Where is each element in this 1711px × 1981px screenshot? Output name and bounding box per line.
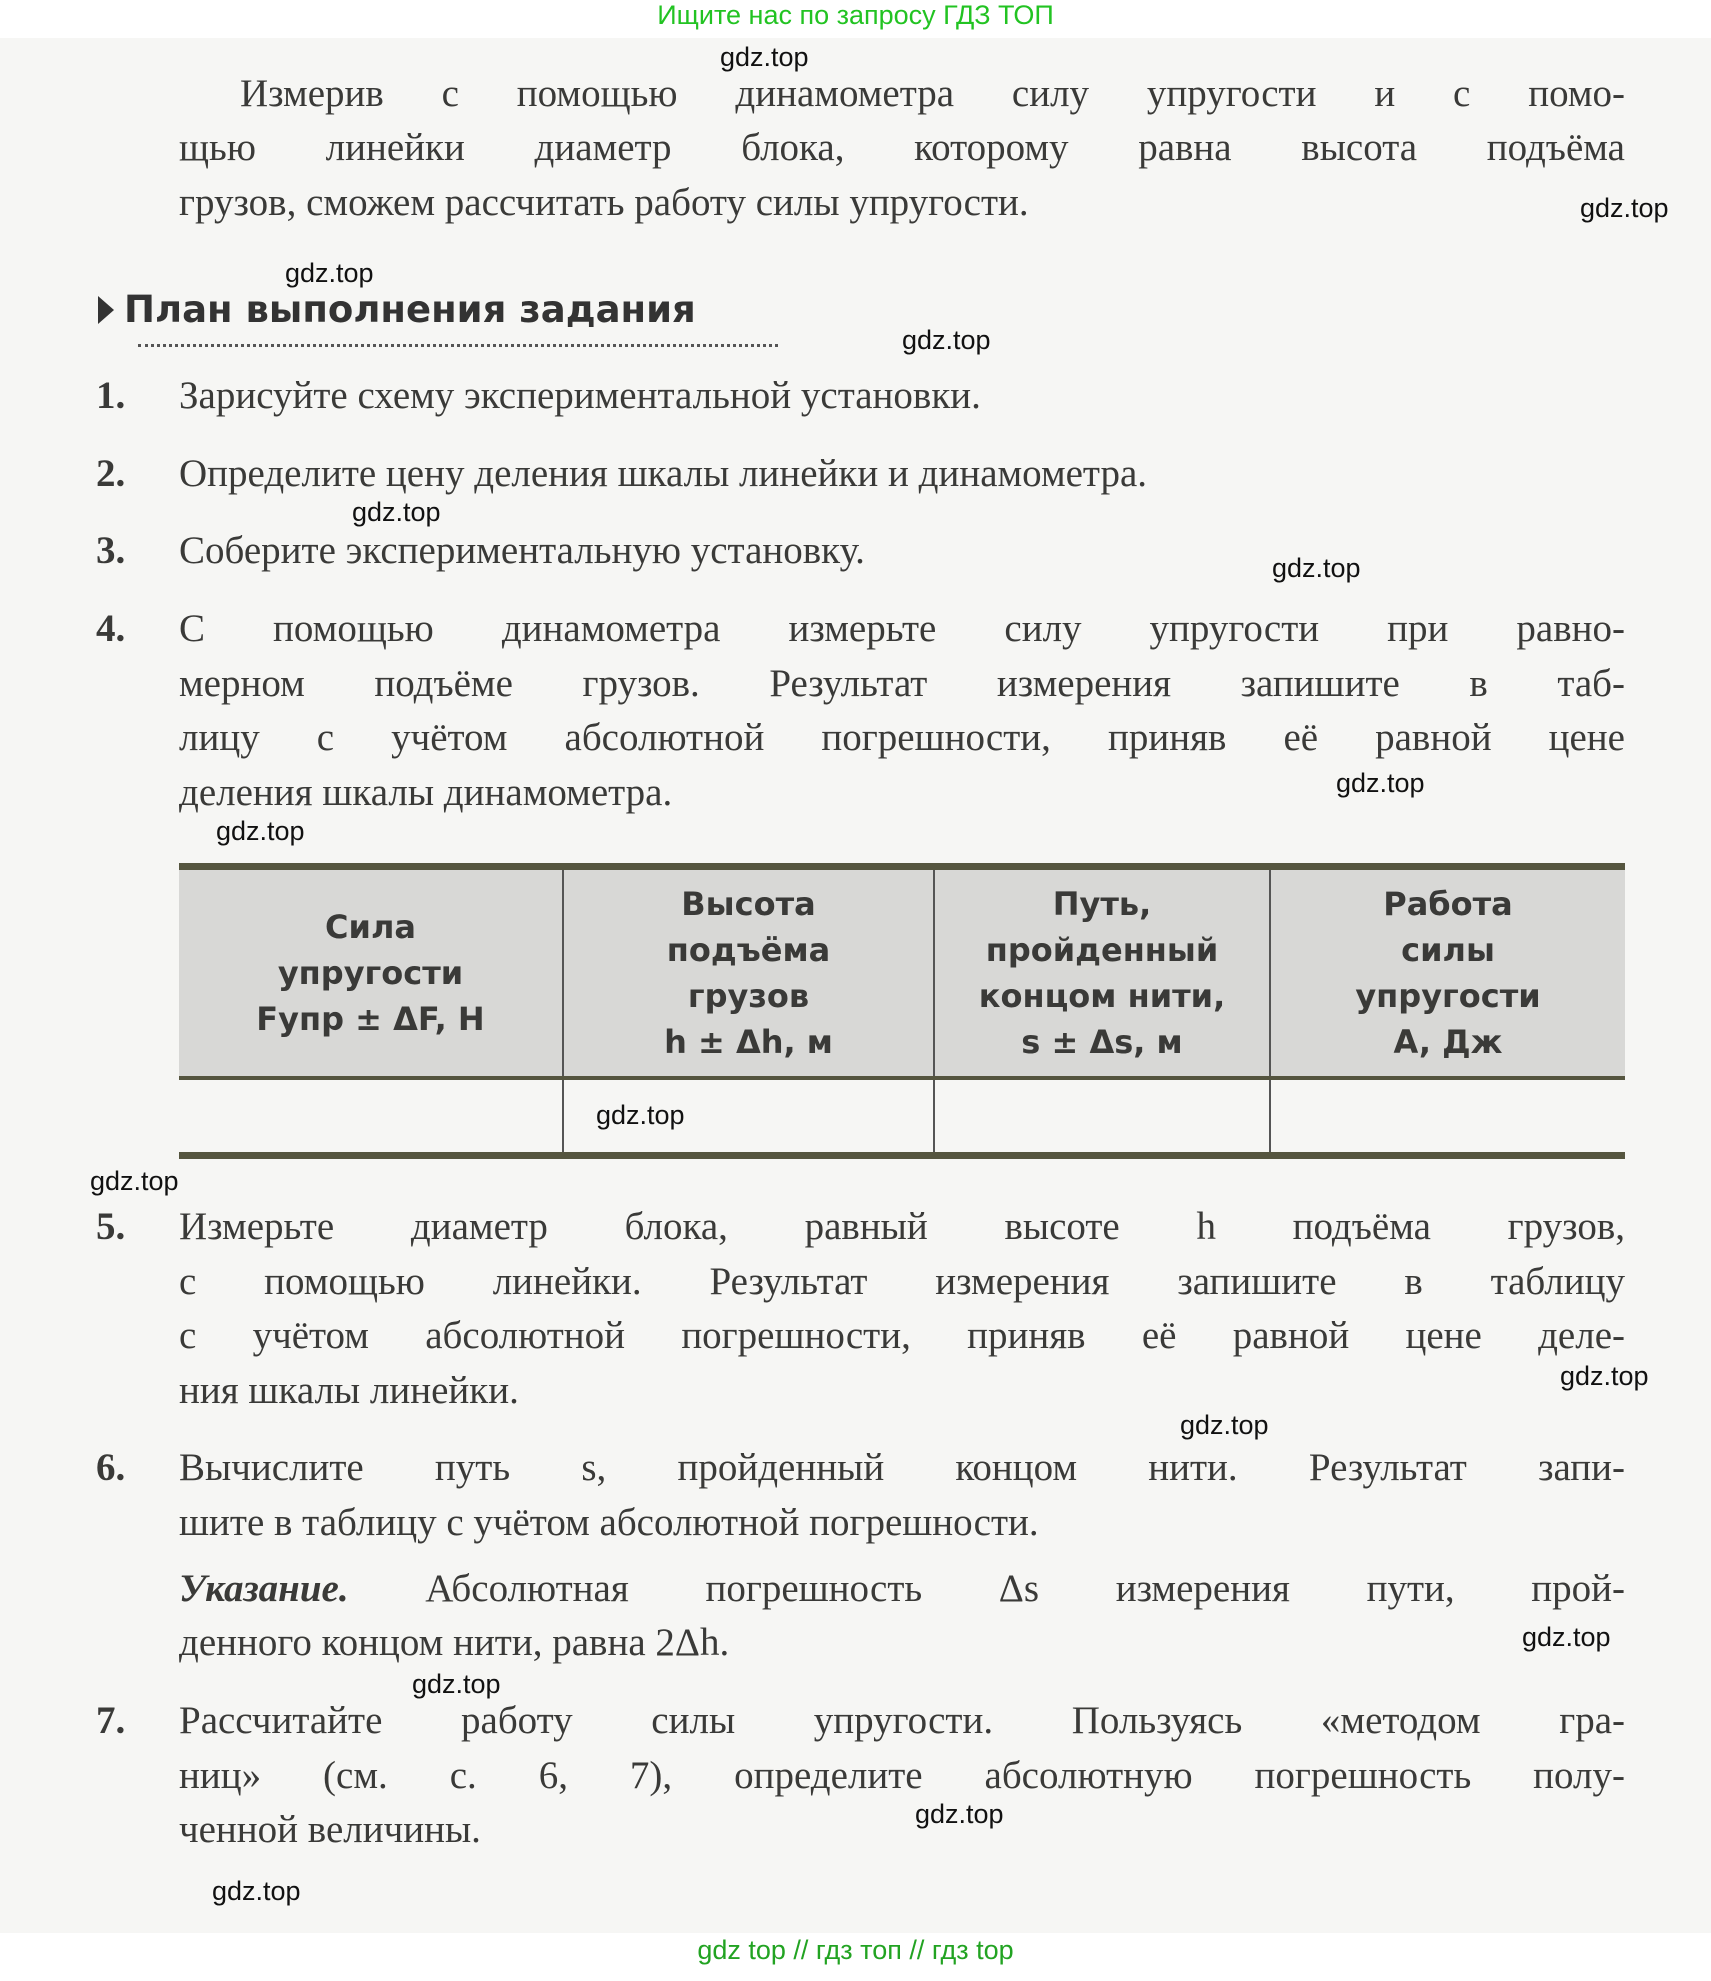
table-row [179,1078,1625,1156]
watermark-text: gdz.top [915,1799,1004,1829]
header-work: Работа силы упругости A, Дж [1270,867,1625,1079]
intro-line: щью линейки диаметр блока, которому равна высота подъёма [179,126,1625,169]
watermark-text: gdz.top [285,258,374,288]
step-line: с учётом абсолютной погрешности, приняв её равной цене деле- [179,1314,1625,1357]
watermark-text: gdz.top [216,816,305,846]
hint-label: Указание. [179,1567,349,1610]
step-line: деления шкалы динамометра. [179,771,673,814]
watermark-text: gdz.top [902,325,991,355]
force-formula-text: Fупр ± ΔF, Н [256,1000,485,1038]
step-line: ченной величины. [179,1808,481,1851]
header-path: Путь, пройденный концом нити, s ± Δs, м [934,867,1270,1079]
step-line: мерном подъёме грузов. Результат измерения запишите в таб- [179,662,1625,705]
step-number: 5. [96,1205,126,1248]
watermark-text: gdz.top [1180,1410,1269,1440]
step-line: С помощью динамометра измерьте силу упругости при равно- [179,607,1625,650]
watermark-text: gdz.top [596,1100,685,1130]
watermark-text: gdz.top [1560,1361,1649,1391]
step-line: с помощью линейки. Результат измерения запишите в таблицу [179,1260,1625,1303]
step-number: 6. [96,1446,126,1489]
bottom-banner[interactable]: gdz top // гдз топ // гдз top [697,1935,1014,1965]
watermark-text: gdz.top [412,1669,501,1699]
hint-line: денного концом нити, равна 2Δh. [179,1621,730,1664]
table-cell [1270,1078,1625,1156]
intro-line: грузов, сможем рассчитать работу силы упругости. [179,181,1029,224]
step-line: Определите цену деления шкалы линейки и динамометра. [179,452,1148,495]
step-number: 3. [96,529,126,572]
step-number: 7. [96,1699,126,1742]
intro-line: Измерив с помощью динамометра силу упругости и с помо- [240,72,1625,115]
step-line: шите в таблицу с учётом абсолютной погрешности. [179,1501,1039,1544]
hint-line: Указание. Абсолютная погрешность Δs измерения пути, прой- [179,1567,1625,1610]
table-cell [179,1078,563,1156]
step-number: 4. [96,607,126,650]
watermark-text: gdz.top [720,42,809,72]
watermark-text: gdz.top [90,1166,179,1196]
watermark-text: gdz.top [1522,1622,1611,1652]
step-line: лицу с учётом абсолютной погрешности, приняв её равной цене [179,716,1625,759]
table-cell [934,1078,1270,1156]
step-line: Рассчитайте работу силы упругости. Пользуясь «методом гра- [179,1699,1625,1742]
header-force: Сила упругости Fупр ± ΔF, Н [179,867,563,1079]
step-line: Измерьте диаметр блока, равный высоте h подъёма грузов, [179,1205,1625,1248]
step-line: Соберите экспериментальную установку. [179,529,865,572]
section-heading [98,288,696,331]
watermark-text: gdz.top [212,1876,301,1906]
step-line: ния шкалы линейки. [179,1369,519,1412]
top-banner[interactable]: Ищите нас по запросу ГДЗ ТОП [657,0,1054,30]
step-number: 2. [96,452,126,495]
watermark-text: gdz.top [352,497,441,527]
watermark-text: gdz.top [1336,768,1425,798]
triangle-bullet-icon [98,296,114,324]
step-line: ниц» (см. с. 6, 7), определите абсолютную погрешность полу- [179,1754,1625,1797]
watermark-text: gdz.top [1272,553,1361,583]
results-table [179,863,1625,1159]
header-height: Высота подъёма грузов h ± Δh, м [563,867,934,1079]
step-number: 1. [96,374,126,417]
watermark-text: gdz.top [1580,193,1669,223]
step-line: Зарисуйте схему экспериментальной установки. [179,374,981,417]
heading-text: План выполнения задания [124,288,696,331]
dotted-underline [138,344,778,347]
step-line: Вычислите путь s, пройденный концом нити. Результат запи- [179,1446,1625,1489]
